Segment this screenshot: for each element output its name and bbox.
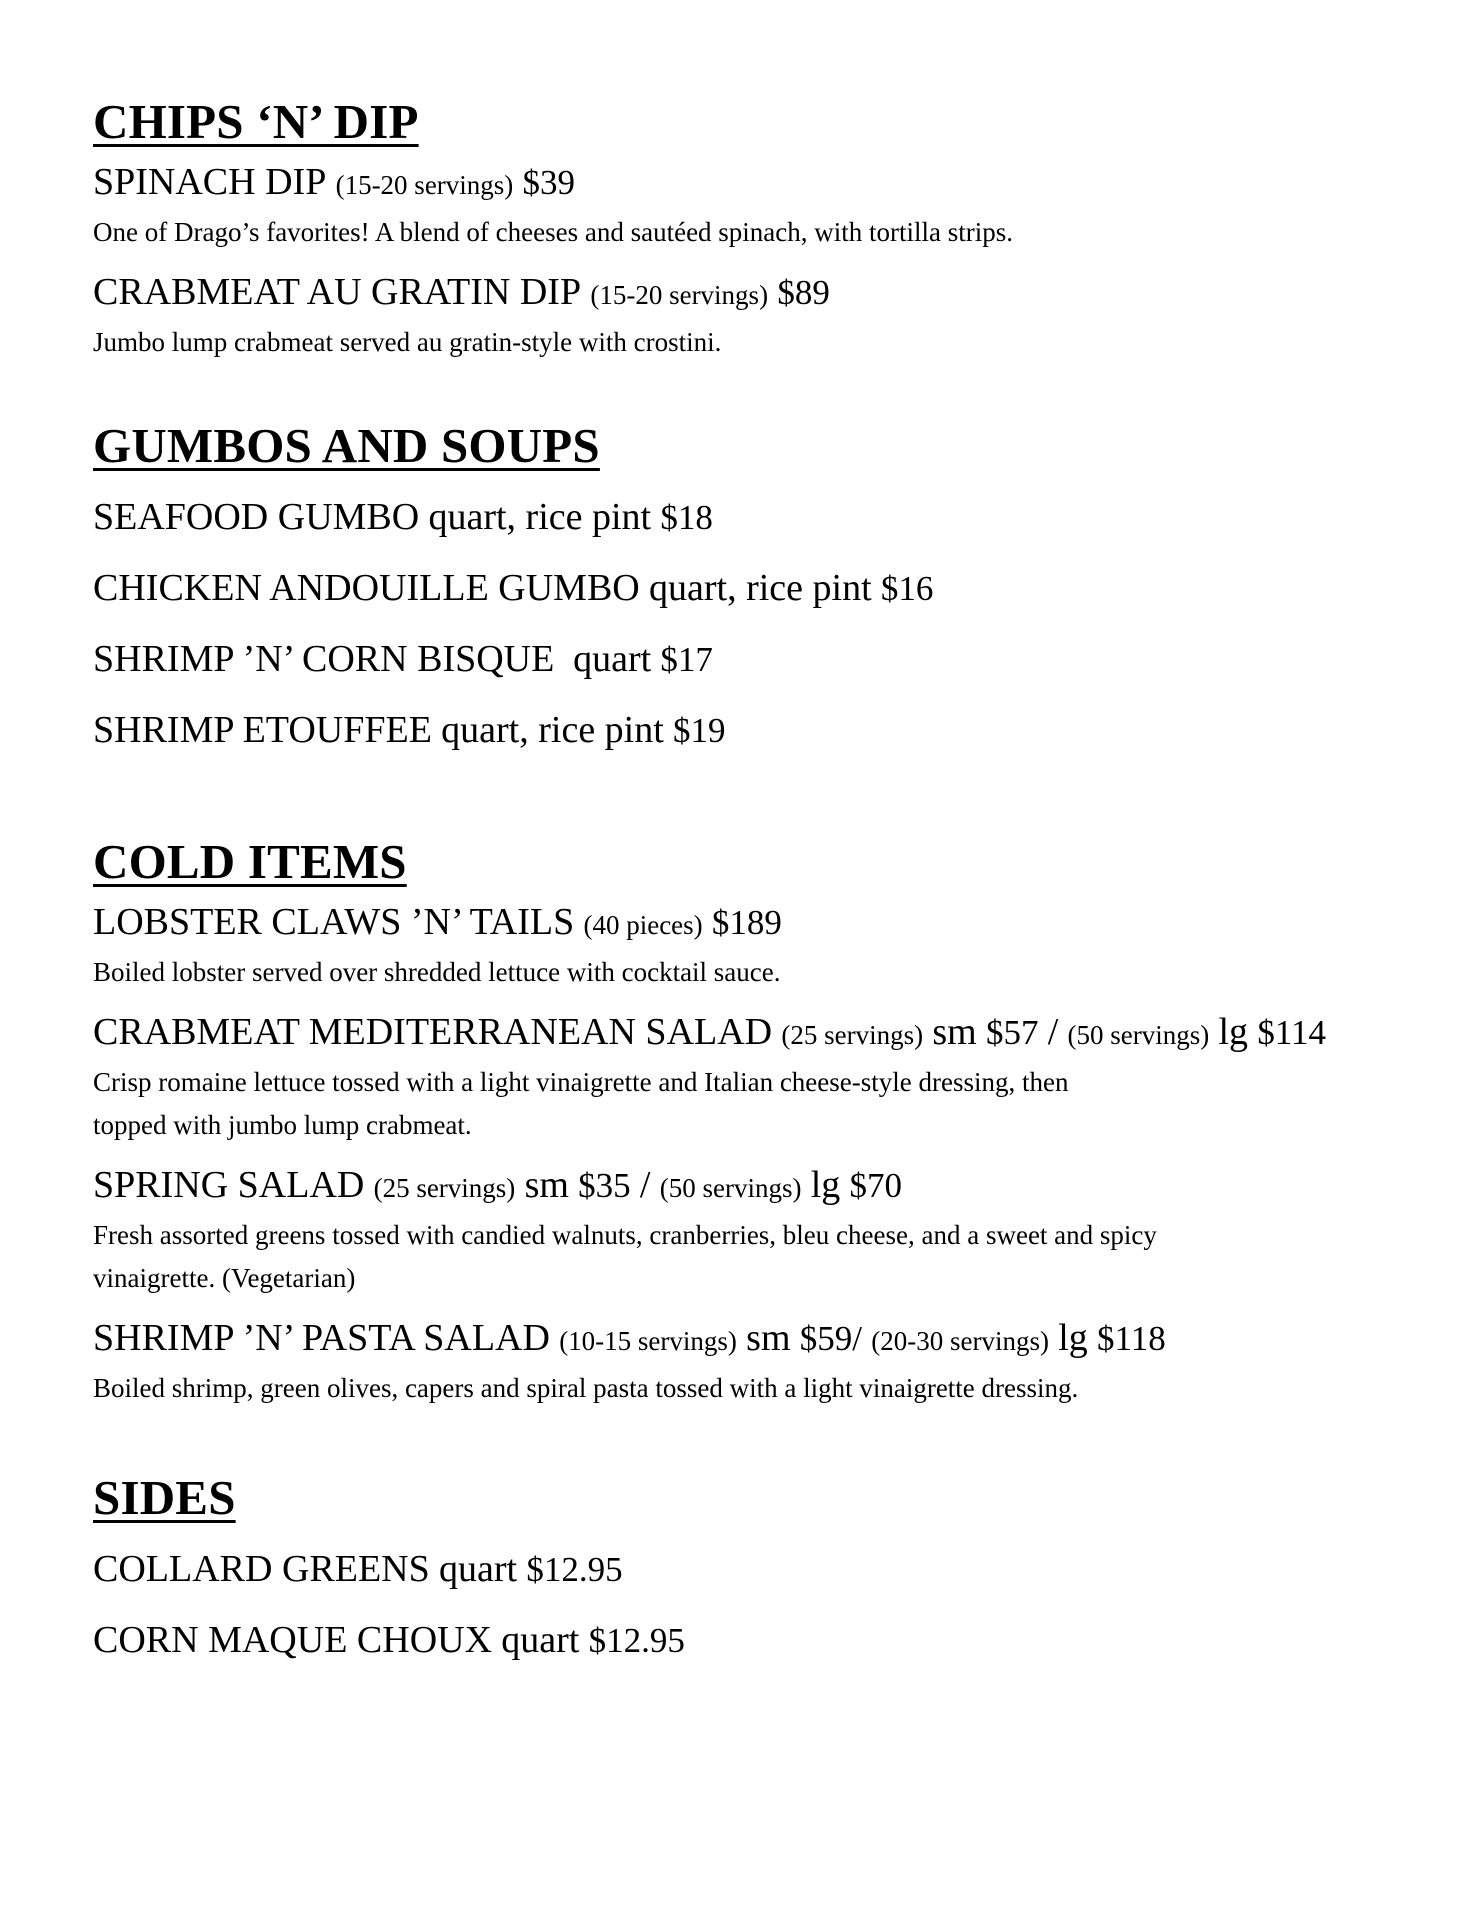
item-sm-label: sm xyxy=(746,1317,791,1359)
item-price: $17 xyxy=(660,640,713,679)
item-name: CHICKEN ANDOUILLE GUMBO xyxy=(93,567,640,609)
menu-item-chicken-andouille-gumbo xyxy=(93,553,1423,624)
item-name: SHRIMP ’N’ PASTA SALAD xyxy=(93,1317,550,1359)
item-name: SHRIMP ETOUFFEE xyxy=(93,709,432,751)
item-sm-servings: (25 servings) xyxy=(373,1173,516,1203)
item-name: CRABMEAT MEDITERRANEAN SALAD xyxy=(93,1011,773,1053)
item-description: Jumbo lump crabmeat served au gratin-style with crostini. xyxy=(93,327,722,357)
item-size: quart xyxy=(501,1619,580,1661)
section-title: CHIPS ‘N’ DIP xyxy=(93,94,419,149)
menu-item-crabmeat-au-gratin-dip xyxy=(93,268,1423,319)
section-sides xyxy=(93,1468,1423,1676)
item-size: quart, rice pint xyxy=(441,709,664,751)
item-lg-label: lg xyxy=(1218,1011,1249,1053)
item-name: LOBSTER CLAWS ’N’ TAILS xyxy=(93,901,575,943)
menu-item-shrimp-n-pasta-salad xyxy=(93,1314,1423,1365)
section-title: GUMBOS AND SOUPS xyxy=(93,418,600,473)
item-sm-label: sm xyxy=(524,1164,569,1206)
item-price: $16 xyxy=(880,569,934,608)
menu-item-lobster-claws-n-tails xyxy=(93,898,1423,949)
item-description xyxy=(93,1061,1423,1147)
item-lg-price: $70 xyxy=(849,1166,903,1205)
item-description-line: vinaigrette. (Vegetarian) xyxy=(93,1263,356,1293)
item-price: $39 xyxy=(522,163,576,202)
item-lg-servings: (50 servings) xyxy=(659,1173,802,1203)
item-lg-servings: (50 servings) xyxy=(1067,1020,1210,1050)
item-sm-price: $35 xyxy=(578,1166,631,1205)
item-price: $12.95 xyxy=(588,1621,685,1660)
item-name: COLLARD GREENS xyxy=(93,1548,430,1590)
item-description-line: Crisp romaine lettuce tossed with a light vinaigrette and Italian cheese-style dressing, then xyxy=(93,1067,1069,1097)
item-name: SPRING SALAD xyxy=(93,1164,365,1206)
item-price: $12.95 xyxy=(526,1550,623,1589)
item-price: $189 xyxy=(711,903,782,942)
item-lg-servings: (20-30 servings) xyxy=(871,1326,1049,1356)
item-description xyxy=(93,1214,1423,1300)
item-lg-price: $118 xyxy=(1097,1319,1166,1358)
item-size: quart xyxy=(563,638,652,680)
item-description-line: topped with jumbo lump crabmeat. xyxy=(93,1110,472,1140)
section-gumbos-and-soups xyxy=(93,416,1423,766)
item-lg-price: $114 xyxy=(1257,1013,1327,1052)
item-lg-label: lg xyxy=(1058,1317,1088,1359)
section-chips-n-dip xyxy=(93,92,1423,364)
item-name: SEAFOOD GUMBO xyxy=(93,496,420,538)
item-description-line: Fresh assorted greens tossed with candied walnuts, cranberries, bleu cheese, and a sweet and spicy xyxy=(93,1220,1157,1250)
menu-item-crabmeat-mediterranean-salad xyxy=(93,1008,1423,1059)
item-servings: (40 pieces) xyxy=(583,910,703,940)
item-sm-price: $57 xyxy=(985,1013,1039,1052)
menu-page xyxy=(93,92,1423,1676)
item-size: quart, rice pint xyxy=(649,567,872,609)
item-name: CORN MAQUE CHOUX xyxy=(93,1619,493,1661)
menu-item-spinach-dip xyxy=(93,158,1423,209)
menu-item-shrimp-n-corn-bisque xyxy=(93,624,1423,695)
item-description: One of Drago’s favorites! A blend of cheeses and sautéed spinach, with tortilla strips. xyxy=(93,217,1014,247)
item-name: SHRIMP ’N’ CORN BISQUE xyxy=(93,638,555,680)
price-separator: / xyxy=(1047,1011,1059,1053)
item-servings: (15-20 servings) xyxy=(335,170,514,200)
item-size: quart xyxy=(438,1548,518,1590)
item-sm-servings: (25 servings) xyxy=(781,1020,924,1050)
item-sm-servings: (10-15 servings) xyxy=(559,1326,737,1356)
section-cold-items xyxy=(93,832,1423,1410)
menu-item-spring-salad xyxy=(93,1161,1423,1212)
item-name: CRABMEAT AU GRATIN DIP xyxy=(93,271,582,313)
item-size: quart, rice pint xyxy=(428,496,652,538)
item-sm-label: sm xyxy=(932,1011,977,1053)
item-name: SPINACH DIP xyxy=(93,161,327,203)
price-separator: / xyxy=(639,1164,651,1206)
item-lg-label: lg xyxy=(810,1164,841,1206)
item-servings: (15-20 servings) xyxy=(590,280,769,310)
item-description: Boiled shrimp, green olives, capers and spiral pasta tossed with a light vinaigrette dressing. xyxy=(93,1373,1079,1403)
item-sm-price: $59/ xyxy=(799,1319,862,1358)
menu-item-shrimp-etouffee xyxy=(93,695,1423,766)
item-price: $18 xyxy=(660,498,713,537)
menu-item-corn-maque-choux xyxy=(93,1605,1423,1676)
item-description: Boiled lobster served over shredded lettuce with cocktail sauce. xyxy=(93,957,781,987)
item-price: $19 xyxy=(673,711,726,750)
menu-item-seafood-gumbo xyxy=(93,482,1423,553)
section-title: SIDES xyxy=(93,1470,236,1525)
item-price: $89 xyxy=(777,273,830,312)
menu-item-collard-greens xyxy=(93,1534,1423,1605)
section-title: COLD ITEMS xyxy=(93,834,407,889)
